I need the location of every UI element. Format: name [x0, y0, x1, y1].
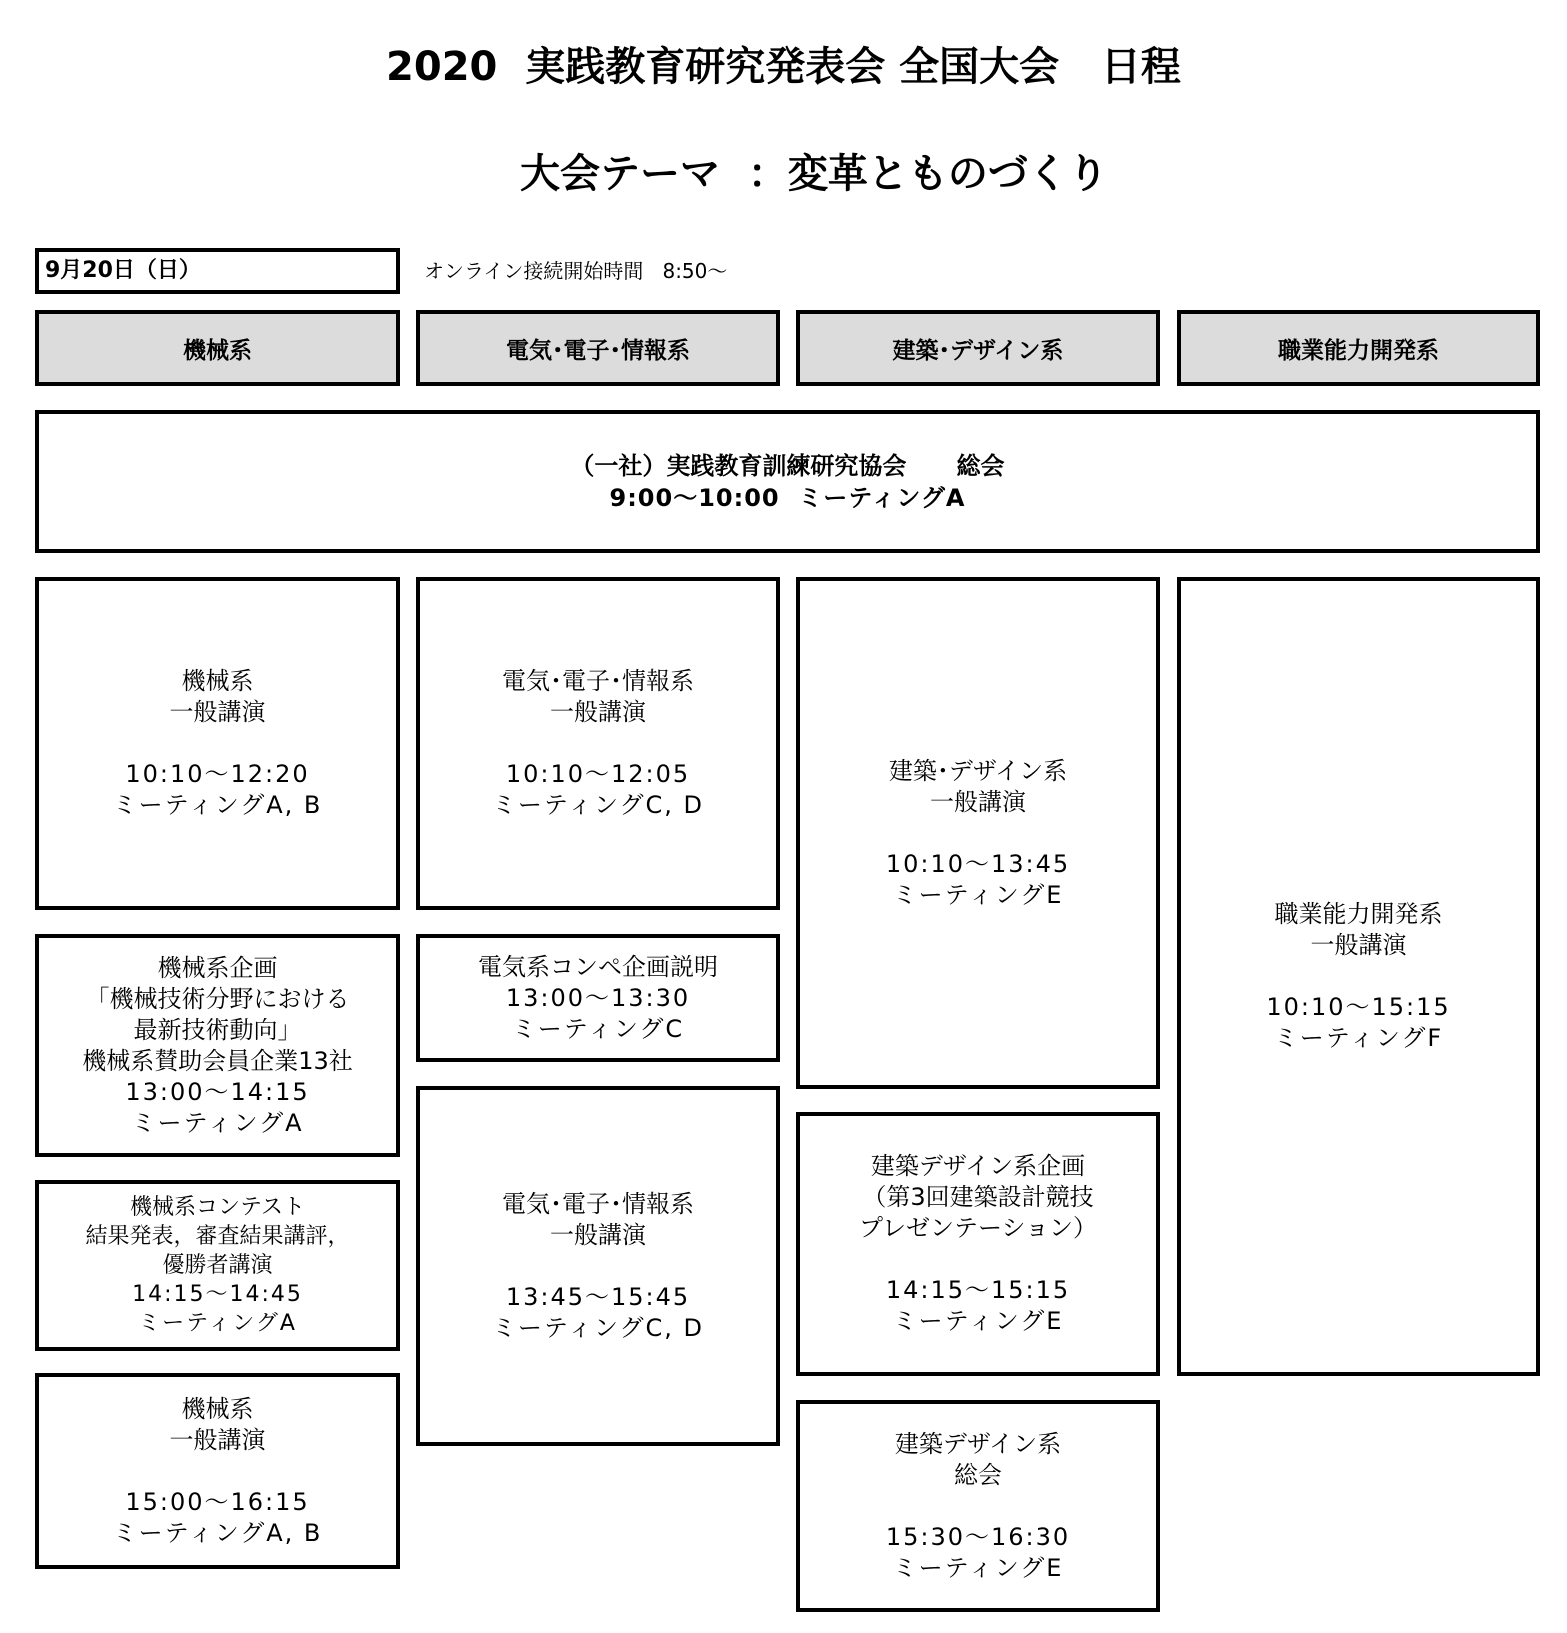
session-subtitle: 一般講演	[930, 787, 1026, 816]
session-time: 13:00～13:30	[505, 983, 691, 1012]
session-room: ミーティングA	[138, 1311, 297, 1336]
session-time: 13:00～14:15	[125, 1077, 310, 1106]
session-electrical-compe	[416, 934, 780, 1062]
session-subtitle: 「機械技術分野における	[85, 984, 350, 1013]
session-title: 機械系企画	[157, 953, 278, 982]
column-header-label: 建築･デザイン系	[892, 337, 1064, 364]
session-architecture-assembly	[796, 1400, 1160, 1612]
session-mechanical-general-am	[35, 577, 400, 910]
session-room: ミーティングC	[511, 1014, 685, 1043]
session-room: ミーティングE	[892, 1553, 1064, 1582]
session-time: 14:15～15:15	[885, 1276, 1071, 1304]
session-subtitle: 優勝者講演	[162, 1253, 273, 1278]
column-header-electrical	[416, 310, 780, 386]
session-vocational-general	[1177, 577, 1540, 1376]
column-header-label: 職業能力開発系	[1278, 337, 1439, 364]
session-room: ミーティングF	[1273, 1024, 1444, 1052]
session-time: 10:10～12:20	[125, 760, 310, 788]
session-time: 10:10～12:05	[505, 760, 691, 788]
date-box: 9月20日（日）	[35, 248, 400, 294]
column-header-vocational	[1177, 310, 1540, 386]
session-subtitle: 一般講演	[550, 1220, 646, 1249]
session-room: ミーティングE	[892, 880, 1064, 909]
session-subtitle: 一般講演	[169, 698, 266, 726]
session-title: 建築デザイン系	[894, 1429, 1062, 1458]
session-mechanical-plan	[35, 934, 400, 1157]
online-start-time: オンライン接続開始時間 8:50～	[424, 259, 728, 283]
session-title: 電気･電子･情報系	[502, 667, 694, 695]
column-header-label: 電気･電子･情報系	[506, 337, 690, 364]
session-title: 機械系コンテスト	[129, 1195, 306, 1220]
session-title: 電気･電子･情報系	[502, 1189, 694, 1218]
session-time: 10:10～13:45	[885, 849, 1071, 878]
session-time: 15:00～16:15	[125, 1487, 310, 1516]
general-meeting-box	[35, 410, 1540, 553]
session-subtitle: プレゼンテーション）	[858, 1214, 1098, 1242]
session-title: 建築･デザイン系	[888, 756, 1068, 785]
session-room: ミーティングC, D	[491, 1313, 705, 1342]
session-subtitle: 一般講演	[1310, 931, 1407, 959]
page-title: 2020 実践教育研究発表会 全国大会 日程	[386, 44, 1181, 90]
session-room: ミーティングE	[892, 1307, 1064, 1335]
session-title: 機械系	[181, 1394, 254, 1423]
session-title: 建築デザイン系企画	[870, 1152, 1086, 1180]
session-mechanical-general-pm	[35, 1373, 400, 1569]
session-title: 職業能力開発系	[1274, 900, 1443, 928]
session-subtitle: 機械系賛助会員企業13社	[82, 1046, 353, 1075]
session-time: 14:15～14:45	[132, 1282, 303, 1307]
session-room: ミーティングA, B	[112, 1518, 323, 1547]
session-architecture-general	[796, 577, 1160, 1089]
session-subtitle: 一般講演	[550, 698, 646, 726]
session-time: 15:30～16:30	[885, 1522, 1071, 1551]
session-subtitle: 結果発表，審査結果講評，	[85, 1224, 350, 1249]
session-room: ミーティングA, B	[112, 791, 323, 819]
session-architecture-plan	[796, 1112, 1160, 1376]
session-mechanical-contest	[35, 1180, 400, 1351]
column-header-mechanical	[35, 310, 400, 386]
session-electrical-general-am	[416, 577, 780, 910]
session-room: ミーティングC, D	[491, 791, 705, 819]
session-electrical-general-pm	[416, 1086, 780, 1446]
session-subtitle: （第3回建築設計競技	[862, 1183, 1094, 1211]
conference-theme: 大会テーマ ：変革とものづくり	[520, 151, 1108, 197]
session-time: 13:45～15:45	[505, 1282, 691, 1311]
session-title: 電気系コンペ企画説明	[478, 952, 718, 981]
session-subtitle: 最新技術動向」	[133, 1015, 302, 1044]
general-meeting-title: （一社）実践教育訓練研究協会 総会	[570, 451, 1005, 480]
column-header-architecture	[796, 310, 1160, 386]
session-subtitle: 総会	[954, 1460, 1002, 1489]
general-meeting-time: 9:00～10:00 ミーティングA	[609, 483, 966, 512]
session-room: ミーティングA	[131, 1108, 304, 1137]
session-subtitle: 一般講演	[169, 1425, 266, 1454]
session-title: 機械系	[181, 667, 254, 695]
column-header-label: 機械系	[183, 337, 252, 364]
session-time: 10:10～15:15	[1266, 993, 1451, 1021]
